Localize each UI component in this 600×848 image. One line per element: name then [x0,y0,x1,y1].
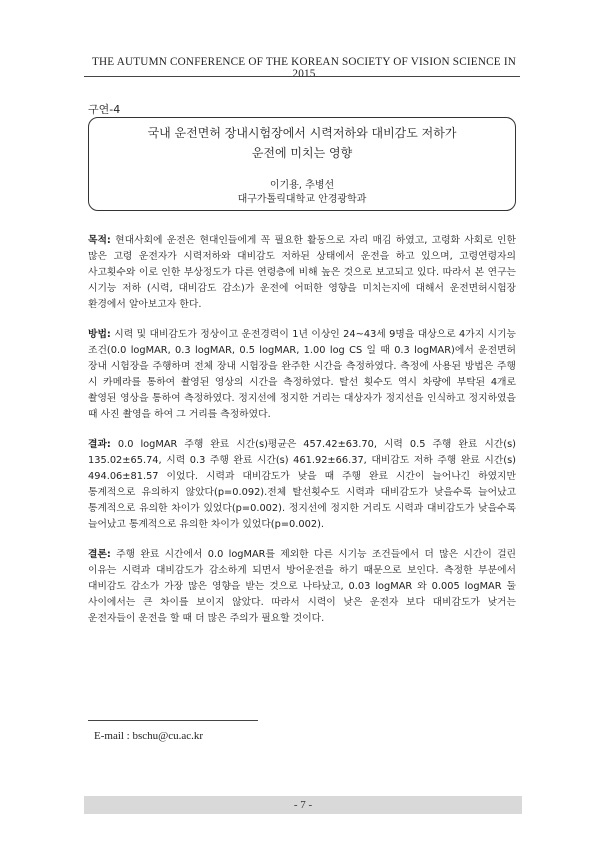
conference-header: THE AUTUMN CONFERENCE OF THE KOREAN SOCIETY OF VISION SCIENCE IN 2015 [91,56,517,80]
section-heading: 결과: [88,439,111,450]
section-text: 0.0 logMAR 주행 완료 시간(s)평균은 457.42±63.70, 시력 0.5 주행 완료 시간(s) 135.02±65.74, 시력 0.3 주행 완료 시간(s) 461.92±66.37, 대비감도 저하 주행 완료 시간(s) 494.06±81.57 이었다. 시력과 대비감도가 낮을 때 주행 완료 시간이 늘어나긴 하였지만 통계적으로 유의하지 않았다(p=0.092).전체 탈선횟수도 시력과 대비감도가 낮을수록 늘어났고 통계적으로 유의한 차이가 있었다(p=0.002). 정지선에 정지한 거리도 시력과 대비감도가 낮을수록 늘어났고 통계적으로 유의한 차이가 있었다(p=0.002). [88,439,516,530]
abstract-body [88,233,516,641]
header-rule [84,76,520,77]
section-results [88,437,516,533]
section-heading: 결론: [88,549,111,560]
authors: 이기용, 추병선 [269,180,335,191]
section-conclusion [88,547,516,627]
title-box [88,117,516,211]
affiliation: 대구가톨릭대학교 안경광학과 [237,194,367,205]
section-text: 주행 완료 시간에서 0.0 logMAR를 제외한 다른 시기능 조건들에서 더 많은 시간이 걸린 이유는 시력과 대비감도가 감소하게 되면서 방어운전을 하기 때문으로 보인다. 측정한 부분에서 대비감도 감소가 가장 많은 영향을 받는 것으로 나타났고, 0.03 logMAR 와 0.005 logMAR 둘 사이에서는 큰 차이를 보이지 않았다. 따라서 시력이 낮은 운전자 보다 대비감도가 낮거는 운전자들이 운전을 할 때 더 많은 주의가 필요할 것이다. [88,549,516,624]
section-text: 현대사회에 운전은 현대인들에게 꼭 필요한 활동으로 자리 매김 하였고, 고령화 사회로 인한 많은 고령 운전자가 시력저하와 대비감도 저하된 상태에서 운전을 하고 있으며, 고령연령자의 사고횟수와 이로 인한 부상정도가 다른 연령층에 비해 높은 것으로 보고되고 있다. 따라서 본 연구는 시기능 저하 (시력, 대비감도 감소)가 운전에 어떠한 영향을 미치는지에 대해서 운전면허시험장 환경에서 알아보고자 한다. [88,235,516,310]
section-method [88,327,516,423]
session-label: 구연-4 [88,103,121,116]
footnote-rule [88,720,258,721]
title-line-2: 운전에 미치는 영향 [251,146,353,160]
email-footnote: E-mail : bschu@cu.ac.kr [94,730,204,742]
section-heading: 방법: [88,329,111,340]
section-purpose [88,233,516,313]
title-line-1: 국내 운전면허 장내시험장에서 시력저하와 대비감도 저하가 [147,126,457,140]
section-heading: 목적: [88,235,111,246]
section-text: 시력 및 대비감도가 정상이고 운전경력이 1년 이상인 24~43세 9명을 대상으로 4가지 시기능 조건(0.0 logMAR, 0.3 logMAR, 0.5 logMAR, 1.00 log CS 일 때 0.3 logMAR)에서 운전면허 장내 시험장을 주행하며 전체 장내 시험장을 완주한 시간을 측정하였다. 측정에 사용된 방법은 주행 시 카메라를 통하여 촬영된 영상의 시간을 측정하였다. 탈선 횟수도 역시 차량에 부탁된 4개로 촬영된 영상을 통하여 측정하였다. 정지선에 정지한 거리는 대상자가 정지선을 인식하고 정지하였을 때 사진 촬영을 하여 그 거리를 측정하였다. [88,329,516,420]
page-number: - 7 - [293,799,313,811]
page-footer-bar [84,796,522,814]
